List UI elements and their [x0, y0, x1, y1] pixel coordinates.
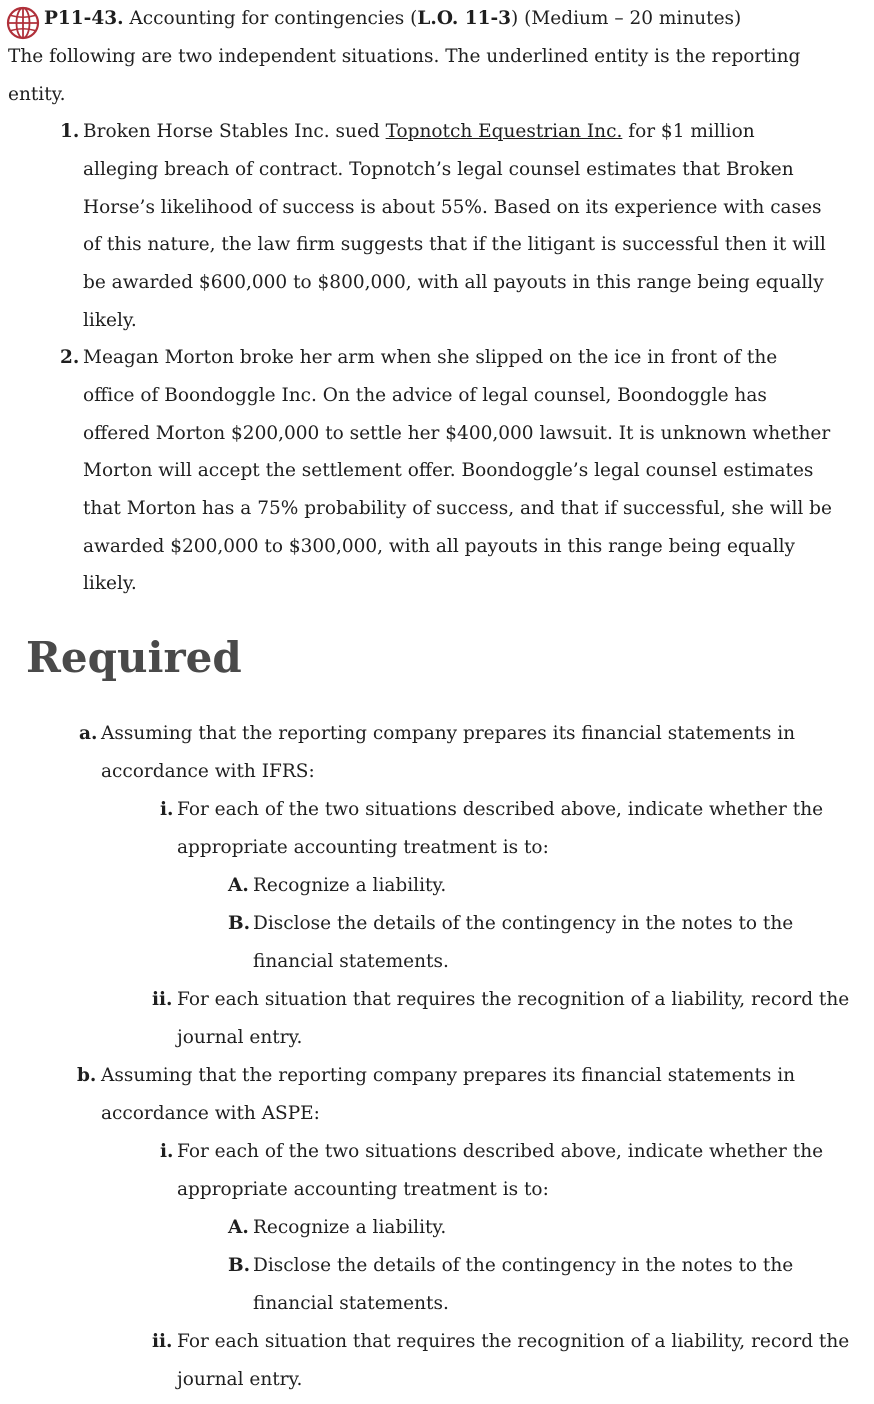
- subpart-line: For each situation that requires the recognition of a liability, record the: [177, 1331, 850, 1352]
- situation-line: Meagan Morton broke her arm when she slipped on the ice in front of the: [83, 347, 778, 368]
- globe-icon: [6, 6, 40, 40]
- option-label: B.: [228, 1255, 251, 1276]
- subpart-line: For each of the two situations described above, indicate whether the: [177, 799, 824, 820]
- situation-text: for $1 million: [622, 121, 755, 142]
- situation-line: likely.: [83, 310, 137, 331]
- subpart-line: appropriate accounting treatment is to:: [177, 1179, 549, 1200]
- problem-title: Accounting for contingencies (: [129, 8, 418, 29]
- part-line: accordance with ASPE:: [101, 1103, 320, 1124]
- subpart-line: For each situation that requires the recognition of a liability, record the: [177, 989, 850, 1010]
- situation-line: office of Boondoggle Inc. On the advice of legal counsel, Boondoggle has: [83, 385, 767, 406]
- subpart-line: For each of the two situations described above, indicate whether the: [177, 1141, 824, 1162]
- option-label: B.: [228, 913, 251, 934]
- problem-code: P11-43.: [44, 8, 124, 29]
- subpart-line: appropriate accounting treatment is to:: [177, 837, 549, 858]
- situation-number: 1.: [60, 121, 80, 142]
- part-line: accordance with IFRS:: [101, 761, 315, 782]
- situation-line: alleging breach of contract. Topnotch’s legal counsel estimates that Broken: [83, 159, 794, 180]
- situation-text: Broken Horse Stables Inc. sued: [83, 121, 386, 142]
- situation-line: Morton will accept the settlement offer. Boondoggle’s legal counsel estimates: [83, 460, 814, 481]
- situation-line: be awarded $600,000 to $800,000, with all payouts in this range being equally: [83, 272, 824, 293]
- subpart-number: i.: [160, 1141, 174, 1162]
- part-line: Assuming that the reporting company prepares its financial statements in: [101, 723, 796, 744]
- intro-line-2: entity.: [8, 84, 66, 105]
- subpart-number: ii.: [152, 989, 173, 1010]
- situation-line: that Morton has a 75% probability of success, and that if successful, she will be: [83, 498, 832, 519]
- part-line: Assuming that the reporting company prepares its financial statements in: [101, 1065, 796, 1086]
- situation-line: awarded $200,000 to $300,000, with all payouts in this range being equally: [83, 536, 795, 557]
- situation-line: Horse’s likelihood of success is about 55%. Based on its experience with cases: [83, 197, 822, 218]
- part-letter: b.: [77, 1065, 97, 1086]
- reporting-entity: Topnotch Equestrian Inc.: [385, 121, 623, 142]
- intro-line-1: The following are two independent situations. The underlined entity is the reporting: [8, 46, 801, 67]
- subpart-number: ii.: [152, 1331, 173, 1352]
- situation-line: of this nature, the law firm suggests that if the litigant is successful then it will: [83, 234, 826, 255]
- option-label: A.: [228, 875, 249, 896]
- subpart-line: journal entry.: [177, 1369, 303, 1390]
- learning-objective: L.O. 11-3: [417, 8, 512, 29]
- situation-number: 2.: [60, 347, 80, 368]
- situation-line: offered Morton $200,000 to settle her $400,000 lawsuit. It is unknown whether: [83, 423, 831, 444]
- option-text: Recognize a liability.: [253, 1217, 447, 1238]
- option-text: Disclose the details of the contingency in the notes to the: [253, 913, 794, 934]
- problem-header: [44, 7, 741, 31]
- required-heading: Required: [26, 633, 242, 682]
- part-letter: a.: [79, 723, 98, 744]
- subpart-line: journal entry.: [177, 1027, 303, 1048]
- option-label: A.: [228, 1217, 249, 1238]
- situation-line: likely.: [83, 573, 137, 594]
- option-text: financial statements.: [253, 951, 449, 972]
- problem-meta: ) (Medium – 20 minutes): [511, 8, 742, 29]
- option-text: financial statements.: [253, 1293, 449, 1314]
- option-text: Recognize a liability.: [253, 875, 447, 896]
- option-text: Disclose the details of the contingency in the notes to the: [253, 1255, 794, 1276]
- situation-1-line-1: [83, 120, 755, 144]
- subpart-number: i.: [160, 799, 174, 820]
